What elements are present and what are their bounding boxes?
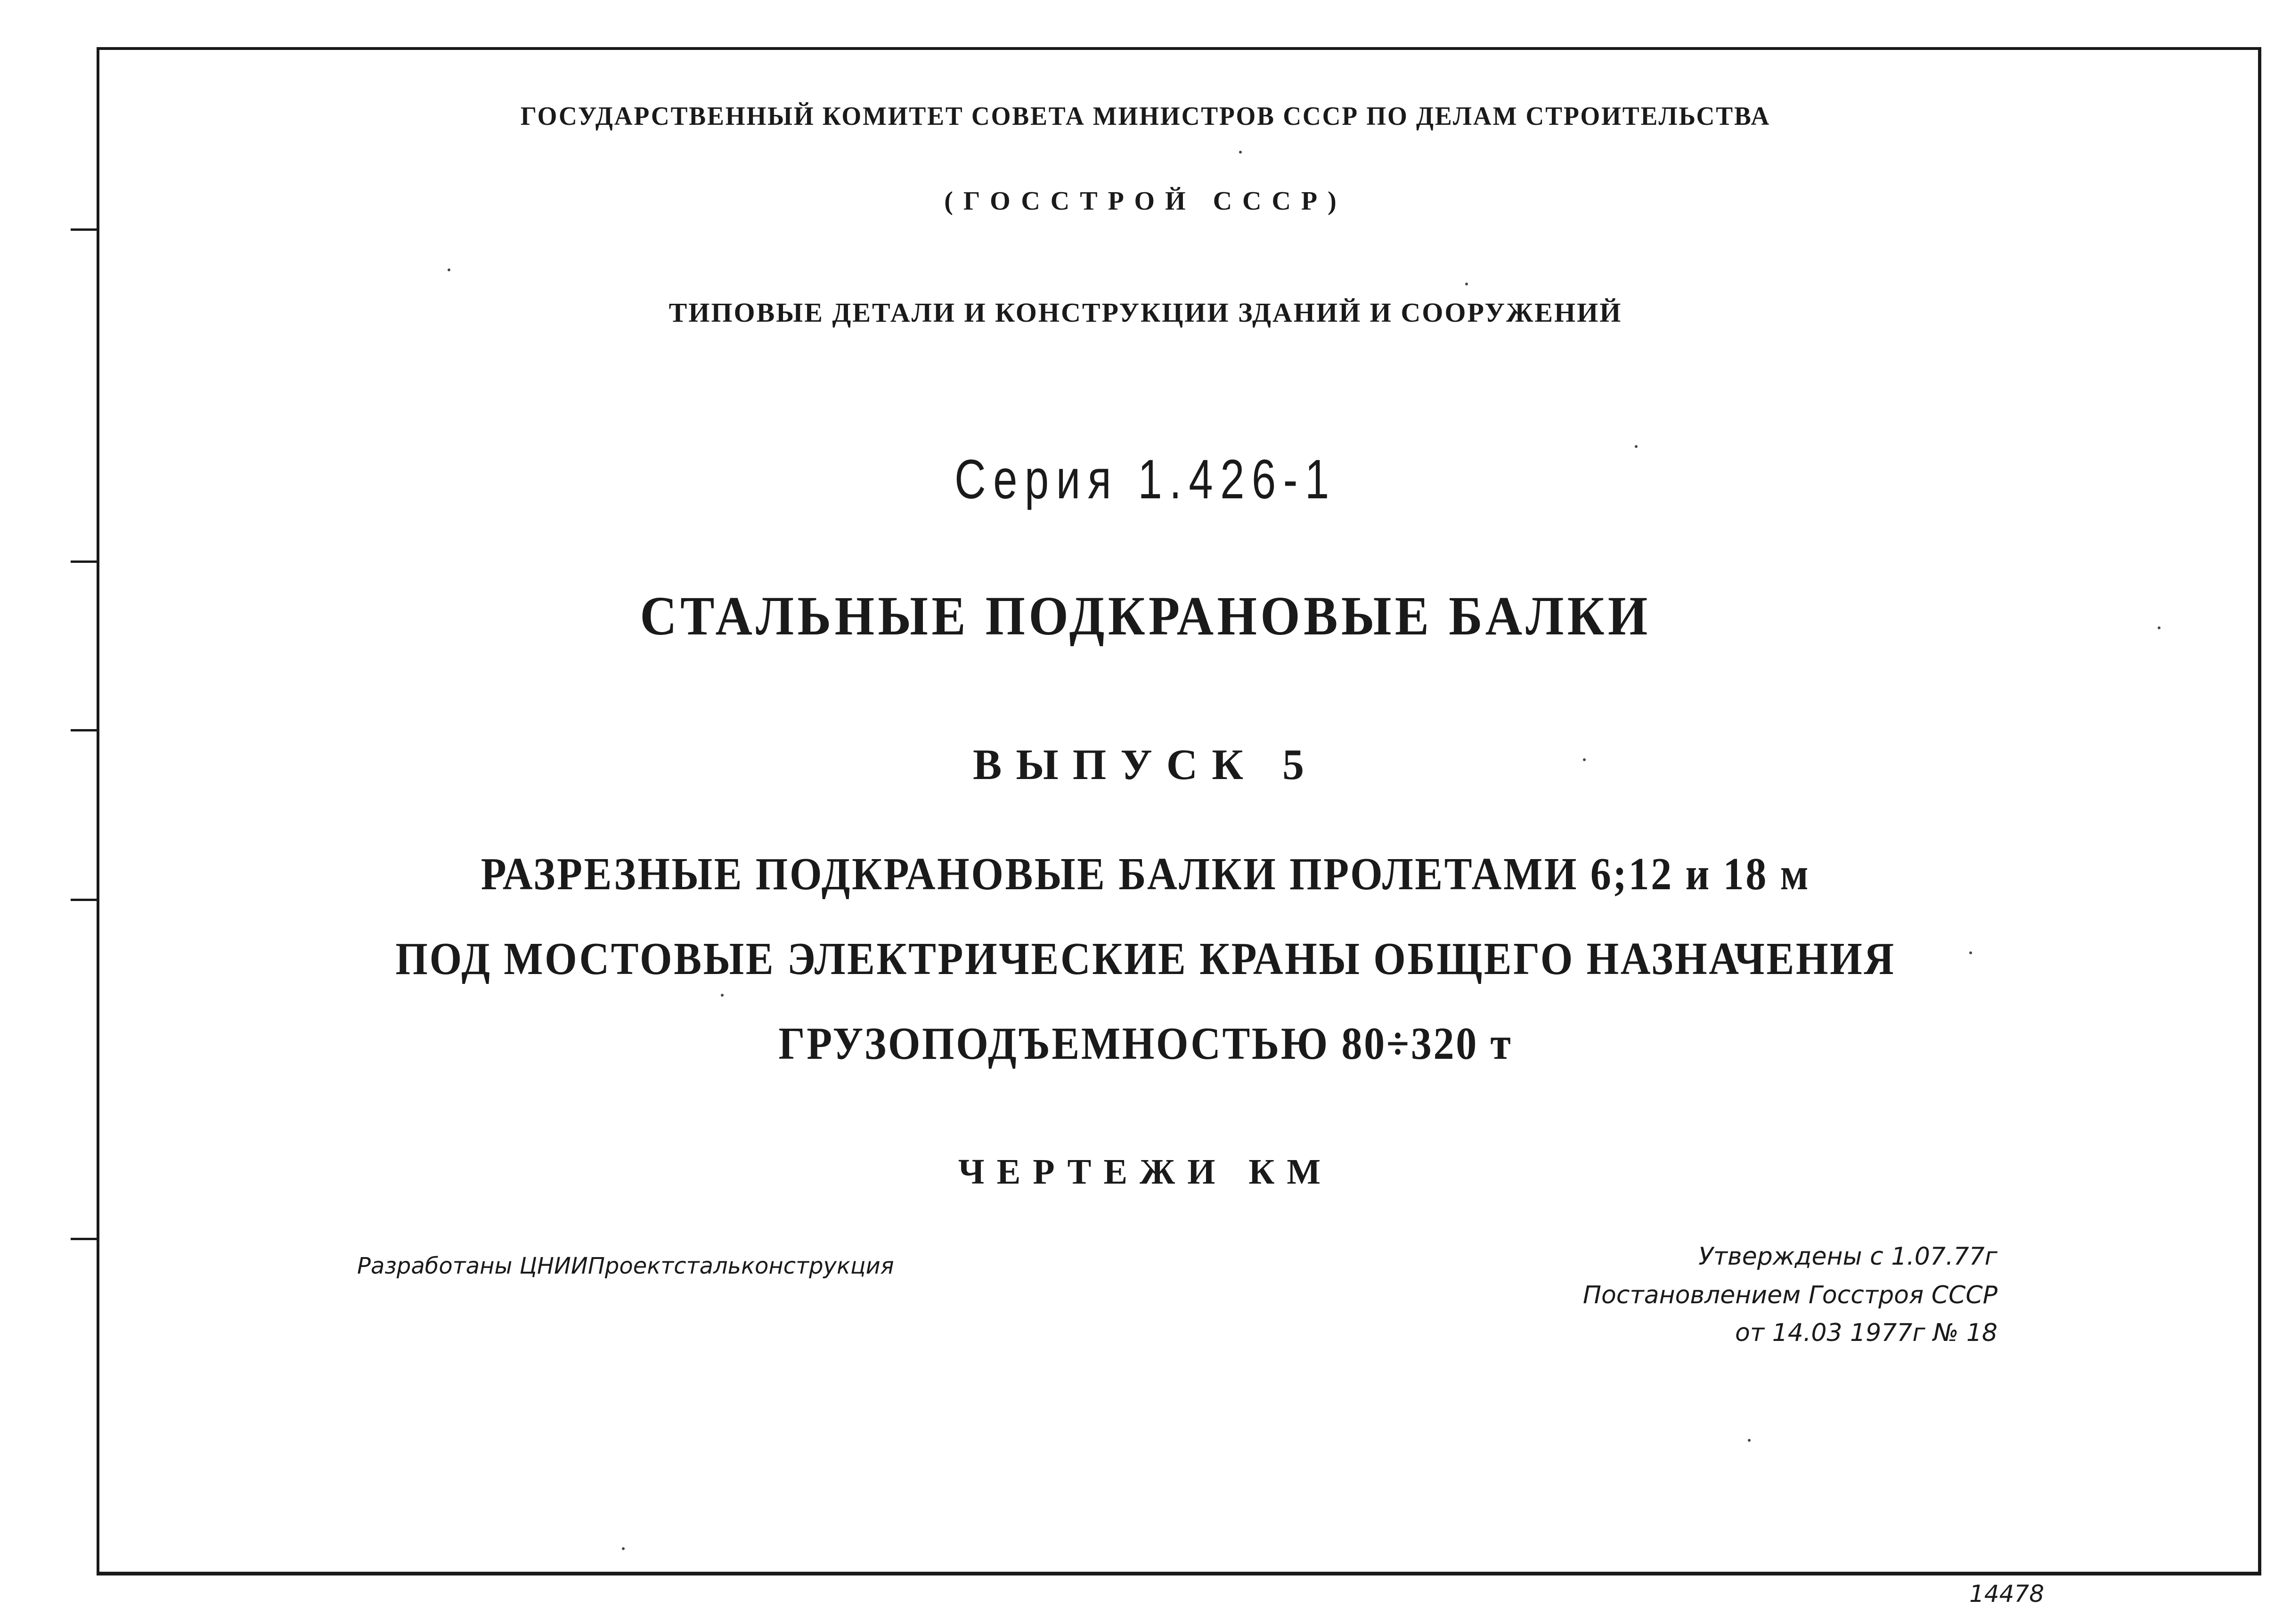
subtitle-line-1: РАЗРЕЗНЫЕ ПОДКРАНОВЫЕ БАЛКИ ПРОЛЕТАМИ 6;12 и 18 м xyxy=(481,849,1810,900)
approval-line-1: Утверждены с 1.07.77г xyxy=(1698,1242,1997,1271)
inventory-number: 14478 xyxy=(1969,1580,2045,1608)
binding-tick xyxy=(71,228,98,231)
developer-credit: Разработаны ЦНИИПроектстальконструкция xyxy=(357,1253,894,1279)
subtitle-line-2: ПОД МОСТОВЫЕ ЭЛЕКТРИЧЕСКИЕ КРАНЫ ОБЩЕГО НАЗНАЧЕНИЯ xyxy=(395,934,1896,984)
binding-tick xyxy=(71,899,98,901)
scan-speck xyxy=(448,268,450,271)
issue-number: ВЫПУСК 5 xyxy=(973,740,1318,788)
authority-abbreviation: (ГОССТРОЙ СССР) xyxy=(944,187,1347,216)
issuing-authority: ГОСУДАРСТВЕННЫЙ КОМИТЕТ СОВЕТА МИНИСТРОВ СССР ПО ДЕЛАМ СТРОИТЕЛЬСТВА xyxy=(520,102,1771,131)
scan-speck xyxy=(1635,445,1638,448)
binding-tick xyxy=(71,1238,98,1240)
binding-tick xyxy=(71,560,98,563)
scan-speck xyxy=(1748,1439,1751,1442)
approval-line-3: от 14.03 1977г № 18 xyxy=(1735,1319,1997,1347)
drawings-type: ЧЕРТЕЖИ КМ xyxy=(958,1152,1333,1192)
series-number: Серия 1.426-1 xyxy=(954,448,1337,511)
scan-speck xyxy=(1583,758,1586,761)
approval-line-2: Постановлением Госстроя СССР xyxy=(1582,1281,1997,1309)
scan-speck xyxy=(1465,283,1468,285)
subtitle-line-3: ГРУЗОПОДЪЕМНОСТЬЮ 80÷320 т xyxy=(778,1018,1513,1069)
scan-speck xyxy=(622,1547,625,1550)
scan-speck xyxy=(2158,626,2161,629)
scan-speck xyxy=(721,994,724,997)
scan-speck xyxy=(1969,951,1972,954)
scan-speck xyxy=(1239,151,1242,154)
binding-tick xyxy=(71,729,98,731)
document-title: СТАЛЬНЫЕ ПОДКРАНОВЫЕ БАЛКИ xyxy=(640,585,1651,647)
document-category: ТИПОВЫЕ ДЕТАЛИ И КОНСТРУКЦИИ ЗДАНИЙ И СООРУЖЕНИЙ xyxy=(669,297,1622,328)
